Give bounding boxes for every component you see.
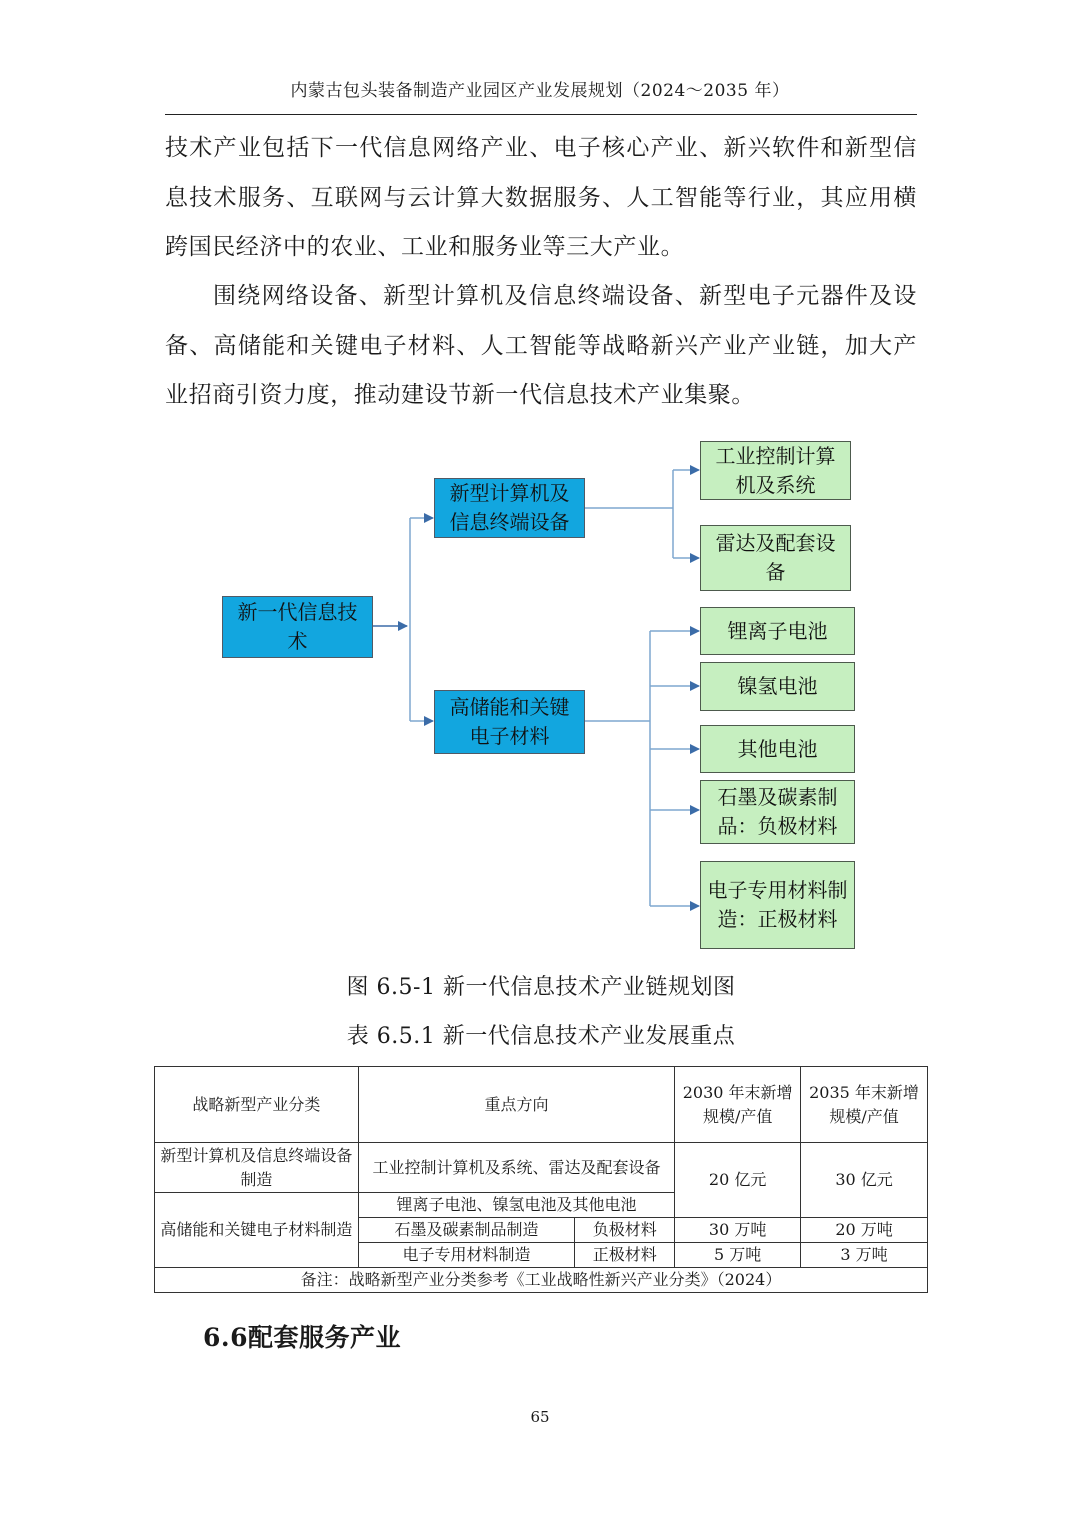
diagram-branch-materials: 高储能和关键电子材料 (434, 690, 585, 754)
figure-caption: 图 6.5-1 新一代信息技术产业链规划图 (346, 975, 736, 1000)
table-cell-2035: 3 万吨 (801, 1243, 928, 1268)
diagram-root-node: 新一代信息技术 (222, 596, 373, 658)
table-note-row (155, 1268, 928, 1293)
diagram-node-li-ion-battery: 锂离子电池 (700, 607, 855, 655)
diagram-node-cathode-material: 电子专用材料制造：正极材料 (700, 861, 855, 949)
table-cell-material: 正极材料 (575, 1243, 675, 1268)
diagram-node-radar: 雷达及配套设备 (700, 525, 851, 591)
table-header-cell: 2035 年末新增规模/产值 (801, 1067, 928, 1143)
table-cell-2030: 5 万吨 (675, 1243, 801, 1268)
table-cell-2030: 20 亿元 (675, 1143, 801, 1218)
diagram-node-other-battery: 其他电池 (700, 725, 855, 773)
table-cell-direction: 锂离子电池、镍氢电池及其他电池 (358, 1193, 675, 1218)
page-number: 65 (530, 1408, 550, 1426)
diagram-branch-computer: 新型计算机及信息终端设备 (434, 478, 585, 538)
table-cell-category: 高储能和关键电子材料制造 (155, 1193, 359, 1268)
table-header-row (155, 1067, 928, 1143)
table-header-cell: 重点方向 (358, 1067, 675, 1143)
diagram-node-industrial-computer: 工业控制计算机及系统 (700, 441, 851, 500)
table-cell-2035: 20 万吨 (801, 1218, 928, 1243)
table-cell-direction: 电子专用材料制造 (358, 1243, 575, 1268)
table-cell-direction: 石墨及碳素制品制造 (358, 1218, 575, 1243)
table-row (155, 1143, 928, 1193)
table-note: 备注：战略新型产业分类参考《工业战略性新兴产业分类》（2024） (155, 1268, 928, 1293)
table-caption: 表 6.5.1 新一代信息技术产业发展重点 (346, 1024, 736, 1049)
table-header-cell: 2030 年末新增规模/产值 (675, 1067, 801, 1143)
table-cell-direction: 工业控制计算机及系统、雷达及配套设备 (358, 1143, 675, 1193)
paragraph-1: 技术产业包括下一代信息网络产业、电子核心产业、新兴软件和新型信息技术服务、互联网与云计算大数据服务、人工智能等行业，其应用横跨国民经济中的农业、工业和服务业等三大产业。 (165, 135, 917, 260)
table-cell-2030: 30 万吨 (675, 1218, 801, 1243)
diagram-node-graphite-anode: 石墨及碳素制品：负极材料 (700, 780, 855, 844)
table-header-cell: 战略新型产业分类 (155, 1067, 359, 1143)
page-header: 内蒙古包头装备制造产业园区产业发展规划（2024～2035 年） (290, 81, 790, 101)
diagram-node-nimh-battery: 镍氢电池 (700, 662, 855, 711)
paragraph-2: 围绕网络设备、新型计算机及信息终端设备、新型电子元器件及设备、高储能和关键电子材料、人工智能等战略新兴产业产业链，加大产业招商引资力度，推动建设节新一代信息技术产业集聚。 (165, 283, 917, 408)
header-rule (165, 114, 917, 115)
table-cell-material: 负极材料 (575, 1218, 675, 1243)
development-focus-table (154, 1066, 928, 1293)
section-title: 6.6配套服务产业 (203, 1323, 401, 1352)
table-cell-2035: 30 亿元 (801, 1143, 928, 1218)
table-cell-category: 新型计算机及信息终端设备制造 (155, 1143, 359, 1193)
